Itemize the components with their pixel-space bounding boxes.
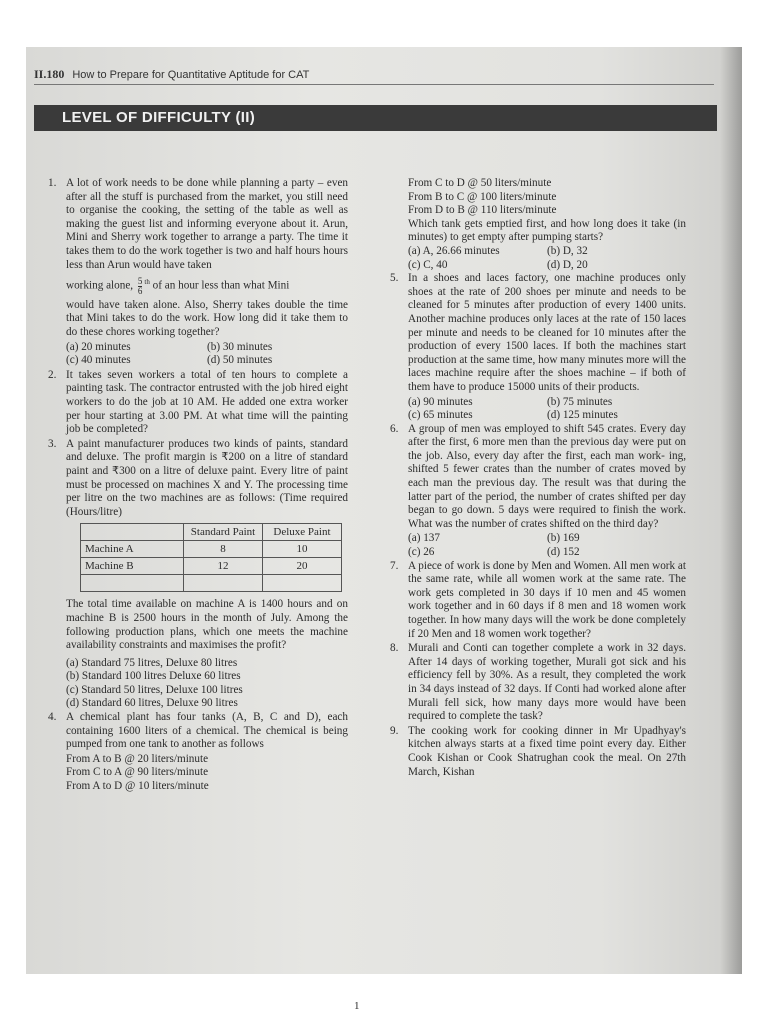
flow-line: From B to C @ 100 liters/minute [408, 190, 557, 203]
question-9 [390, 725, 686, 779]
question-number: 8. [390, 642, 399, 655]
flow-line: From A to D @ 10 liters/minute [66, 780, 209, 793]
option-d: (d) Standard 60 litres, Deluxe 90 litres [66, 697, 238, 710]
option-c: (c) C, 40 [408, 258, 448, 271]
option-d: (d) 50 minutes [207, 354, 273, 367]
flow-line: From A to B @ 20 liters/minute [66, 752, 209, 765]
option-b: (b) 75 minutes [547, 395, 613, 408]
question-6 [390, 423, 686, 532]
question-3-text2: The total time available on machine A is 1400 hours and on machine B is 2500 hours in the month of July. Among the following production plans, which one meets the machine availability constraints and maximises the profit? [66, 598, 348, 652]
table-cell [184, 575, 263, 592]
question-2 [48, 369, 348, 437]
q4-flows-right [390, 177, 686, 218]
option-b: (b) 169 [547, 532, 580, 545]
table-row [81, 558, 342, 575]
question-text: Murali and Conti can together complete a work in 32 days. After 14 days of working together, Murali got sick and his efficiency fell by 30%. As a result, they completed the work in 34 days instead of 32 days. If Conti had worked alone after Murali fell sick, how many days more would have been required to complete the task? [408, 642, 686, 723]
table-cell: 20 [263, 558, 342, 575]
question-text: A chemical plant has four tanks (A, B, C and D), each containing 1600 liters of a chemical. The chemical is being pumped from one tank to another as follows [66, 711, 348, 751]
table-cell: 12 [184, 558, 263, 575]
table-cell: Standard Paint [184, 524, 263, 541]
question-5 [390, 272, 686, 394]
table-row [81, 541, 342, 558]
question-number: 4. [48, 711, 57, 724]
question-text: A group of men was employed to shift 545 crates. Every day after the first, 6 more men than the previous day were put on the job. Also, every day after the first, each man work- ing, shifted 5 fewer crates than the number of crates moved by each man the previous day. The result was that during the latter part of the period, the number of crates shifted per day began to go down. 5 days were required to finish the work. What was the number of crates shifted on the third day? [408, 422, 686, 530]
q1-options [48, 341, 348, 368]
option-b: (b) Standard 100 litres Deluxe 60 litres [66, 670, 241, 683]
right-column [390, 177, 686, 780]
question-text: In a shoes and laces factory, one machine produces only shoes at the rate of 200 shoes per minute and needs to be cleaned for 5 minutes after production of every 1400 units. Another machine produces only laces at the rate of 150 laces per minute and needs to be cleaned for 10 minutes after the production of every 1500 laces. If both the machines start production at the same time, how many minutes more will the laces machine require after the shoes machine – if both of them have to produce 15000 units of their products. [408, 272, 686, 393]
option-a: (a) A, 26.66 minutes [408, 244, 500, 257]
table-cell [263, 575, 342, 592]
question-4-text2: Which tank gets emptied first, and how long does it take (in minutes) to get empty after pumping starts? [408, 217, 686, 244]
left-column [48, 177, 348, 794]
page-photo [26, 47, 742, 974]
table-cell: Machine A [81, 541, 184, 558]
option-a: (a) 20 minutes [66, 340, 131, 353]
flow-line: From C to A @ 90 liters/minute [66, 766, 209, 779]
table-header-row [81, 524, 342, 541]
q6-options [390, 532, 686, 559]
option-c: (c) 26 [408, 546, 435, 559]
option-d: (d) 152 [547, 546, 580, 559]
option-b: (b) 30 minutes [207, 340, 273, 353]
fraction: $\frac{5}{6}$ [137, 275, 143, 296]
option-c: (c) 65 minutes [408, 409, 473, 422]
option-a: (a) 137 [408, 532, 440, 545]
section-title: LEVEL OF DIFFICULTY (II) [62, 109, 256, 126]
question-text-fraction-line: working alone, $\frac{5}{6}$ $^{th}$ of an hour less than what Mini [66, 275, 290, 296]
table-cell: Machine B [81, 558, 184, 575]
question-text: A piece of work is done by Men and Women. All men work at the same rate, while all women work at the same rate. The work gets completed in 30 days if 10 men and 45 women work together and in 60 days if 8 men and 18 women work together. In how many days will the work be done completely if 20 Men and 18 women work together? [408, 559, 686, 640]
question-8 [390, 642, 686, 724]
page-label: II.180 [34, 67, 65, 81]
question-text-cont: would have taken alone. Also, Sherry takes double the time that Mini takes to do the work. How long did it take them to do these chores working together? [66, 298, 348, 338]
page-number: 1 [354, 1000, 360, 1012]
flow-line: From D to B @ 110 liters/minute [408, 204, 557, 217]
table-cell [81, 575, 184, 592]
processing-time-table [80, 523, 342, 592]
table-cell: Deluxe Paint [263, 524, 342, 541]
table-cell [81, 524, 184, 541]
flow-line: From C to D @ 50 liters/minute [408, 177, 552, 189]
q5-options [390, 396, 686, 423]
question-number: 9. [390, 724, 399, 737]
q4-flows-left [48, 753, 348, 794]
option-c: (c) Standard 50 litres, Deluxe 100 litres [66, 683, 243, 696]
header-rule [34, 84, 714, 85]
question-number: 5. [390, 272, 399, 285]
running-header [34, 67, 309, 82]
option-c: (c) 40 minutes [66, 354, 131, 367]
question-text: A lot of work needs to be done while planning a party – even after all the stuff is purchased from the market, you still need to organise the cooking, the setting of the table as well as making the guest list and informing everyone about it. Arun, Mini and Sherry work together to arrange a party. The time it takes them to do the work together is two and half hours hours less than Arun would have taken [66, 177, 348, 271]
question-7 [390, 560, 686, 642]
question-number: 1. [48, 177, 57, 189]
option-d: (d) 125 minutes [547, 409, 618, 422]
table-cell: 8 [184, 541, 263, 558]
question-number: 7. [390, 559, 399, 572]
question-number: 3. [48, 437, 57, 450]
option-b: (b) D, 32 [547, 244, 588, 257]
question-4 [48, 711, 348, 752]
question-3 [48, 438, 348, 520]
question-text: A paint manufacturer produces two kinds of paints, standard and deluxe. The profit margin is ₹200 on a litre of standard paint and ₹300 on a litre of deluxe paint. Every litre of paint must be processed on machines X and Y. The processing time per litre on the two machines are as follows: (Time required (Hours/litre) [66, 437, 348, 518]
option-a: (a) 90 minutes [408, 395, 473, 408]
question-1 [48, 177, 348, 340]
question-number: 6. [390, 422, 399, 435]
question-text: The cooking work for cooking dinner in Mr Upadhyay's kitchen always starts at a fixed time point every day. Either Cook Kishan or Cook Shatrughan cook the meal. On 27th March, Kishan [408, 724, 686, 778]
table-cell: 10 [263, 541, 342, 558]
q3-options [48, 657, 348, 711]
option-d: (d) D, 20 [547, 258, 588, 271]
option-a: (a) Standard 75 litres, Deluxe 80 litres [66, 656, 238, 669]
question-text: It takes seven workers a total of ten hours to complete a painting task. The contractor entrusted with the job hired eight workers to do the job at 10 AM. He added one extra worker per hour starting at 3.00 PM. At what time will the painting job be completed? [66, 368, 348, 436]
question-number: 2. [48, 368, 57, 381]
q4-options [390, 245, 686, 272]
section-band [34, 105, 717, 131]
book-title: How to Prepare for Quantitative Aptitude for CAT [72, 69, 310, 81]
table-row [81, 575, 342, 592]
